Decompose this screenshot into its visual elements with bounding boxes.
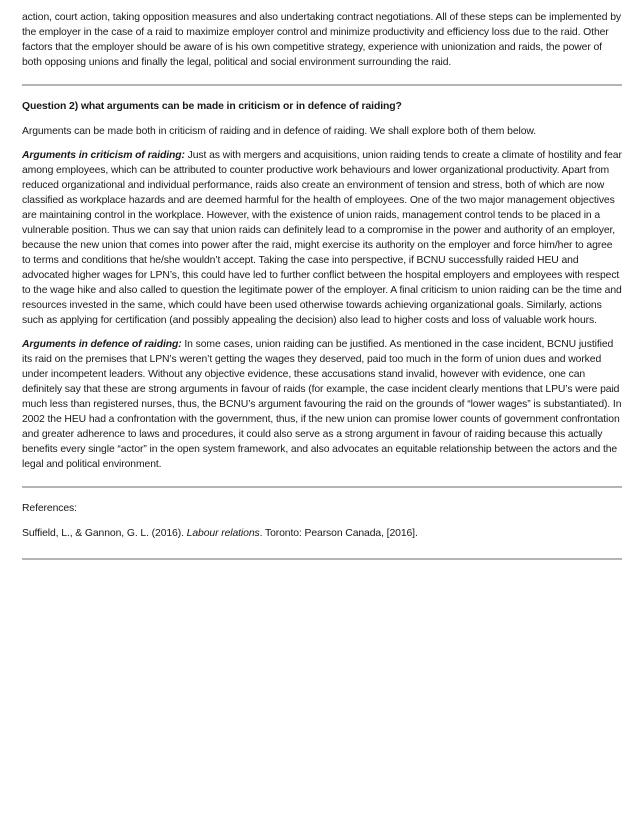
section-divider-bottom <box>22 558 622 560</box>
reference-title: Labour relations <box>186 528 260 539</box>
criticism-paragraph <box>22 148 622 328</box>
reference-publisher: . Toronto: Pearson Canada, [2016]. <box>259 528 418 539</box>
references-heading: References: <box>22 503 77 514</box>
section-divider-top <box>22 84 622 86</box>
question-heading: Question 2) what arguments can be made in criticism or in defence of raiding? <box>22 101 402 112</box>
defence-text: In some cases, union raiding can be justified. As mentioned in the case incident, BCNU justified its raid on the premises that LPN’s weren’t getting the wages they deserved, paid too much in the form of union dues and worked under incompetent leaders. Without any objective evidence, these accusations stand invalid, however with evidence, one can definitely say that these are strong arguments in favour of raids (for example, the case incident clearly mentions that LPU’s were paid much less than registered nurses, thus, the BCNU’s argument favouring the raid on the grounds of “lower wages” is substantiated). In 2002 the HEU had a confrontation with the government, thus, if the new union can promise lower counts of government confrontation and greater adherence to laws and procedures, it could also serve as a strong argument in favour of raiding because this actually benefits every single “actor” in the open system framework, and also advocates an equitable relationship between the actors and the legal and political environment. <box>22 339 622 470</box>
defence-paragraph <box>22 337 622 472</box>
section-divider-middle <box>22 486 622 488</box>
criticism-text: Just as with mergers and acquisitions, union raiding tends to create a climate of hostility and fear among employees, which can be attributed to counter productive work behaviours and lower organizational productivity. Apart from reduced organizational and individual performance, raids also create an environment of tension and stress, both of which are now classified as workplace hazards and are deemed harmful for the health of employees. One of the two major management objectives are maintaining control in the workplace. However, with the existence of union raids, management control tends to be placed in a vulnerable position. Thus we can say that union raids can definitely lead to a compromise in the power and authority of an employer, because the new union that comes into power after the raid, might exercise its authority on the employer and force him/her to agree to terms and conditions that he/she wouldn’t accept. Taking the case into perspective, if BCNU successfully raided HEU and advocated higher wages for LPN’s, this could have led to further conflict between the hospital employers and employees with respect to the wage hike and also called to question the legitimate power of the employer. A final criticism to union raiding can be the time and resources invested in the same, which could have been used otherwise towards achieving organizational goals. Similarly, actions such as applying for certification (and possibly appealing the decision) also lead to higher costs and loss of valuable work hours. <box>22 150 622 326</box>
document-page <box>22 10 622 560</box>
question-lead-paragraph: Arguments can be made both in criticism of raiding and in defence of raiding. We shall explore both of them below. <box>22 126 537 137</box>
defence-label: Arguments in defence of raiding: <box>22 339 182 350</box>
criticism-label: Arguments in criticism of raiding: <box>22 150 185 161</box>
reference-item <box>22 526 622 541</box>
intro-paragraph: action, court action, taking opposition measures and also undertaking contract negotiations. All of these steps can be implemented by the employer in the case of a raid to maximize employer control and minimize productivity and efficiency loss due to the raid. Other factors that the employer should be aware of is his own competitive strategy, experience with unionization and raids, the power of both opposing unions and finally the legal, political and social environment surrounding the raid. <box>22 12 621 68</box>
reference-authors: Suffield, L., & Gannon, G. L. (2016). <box>22 528 187 539</box>
